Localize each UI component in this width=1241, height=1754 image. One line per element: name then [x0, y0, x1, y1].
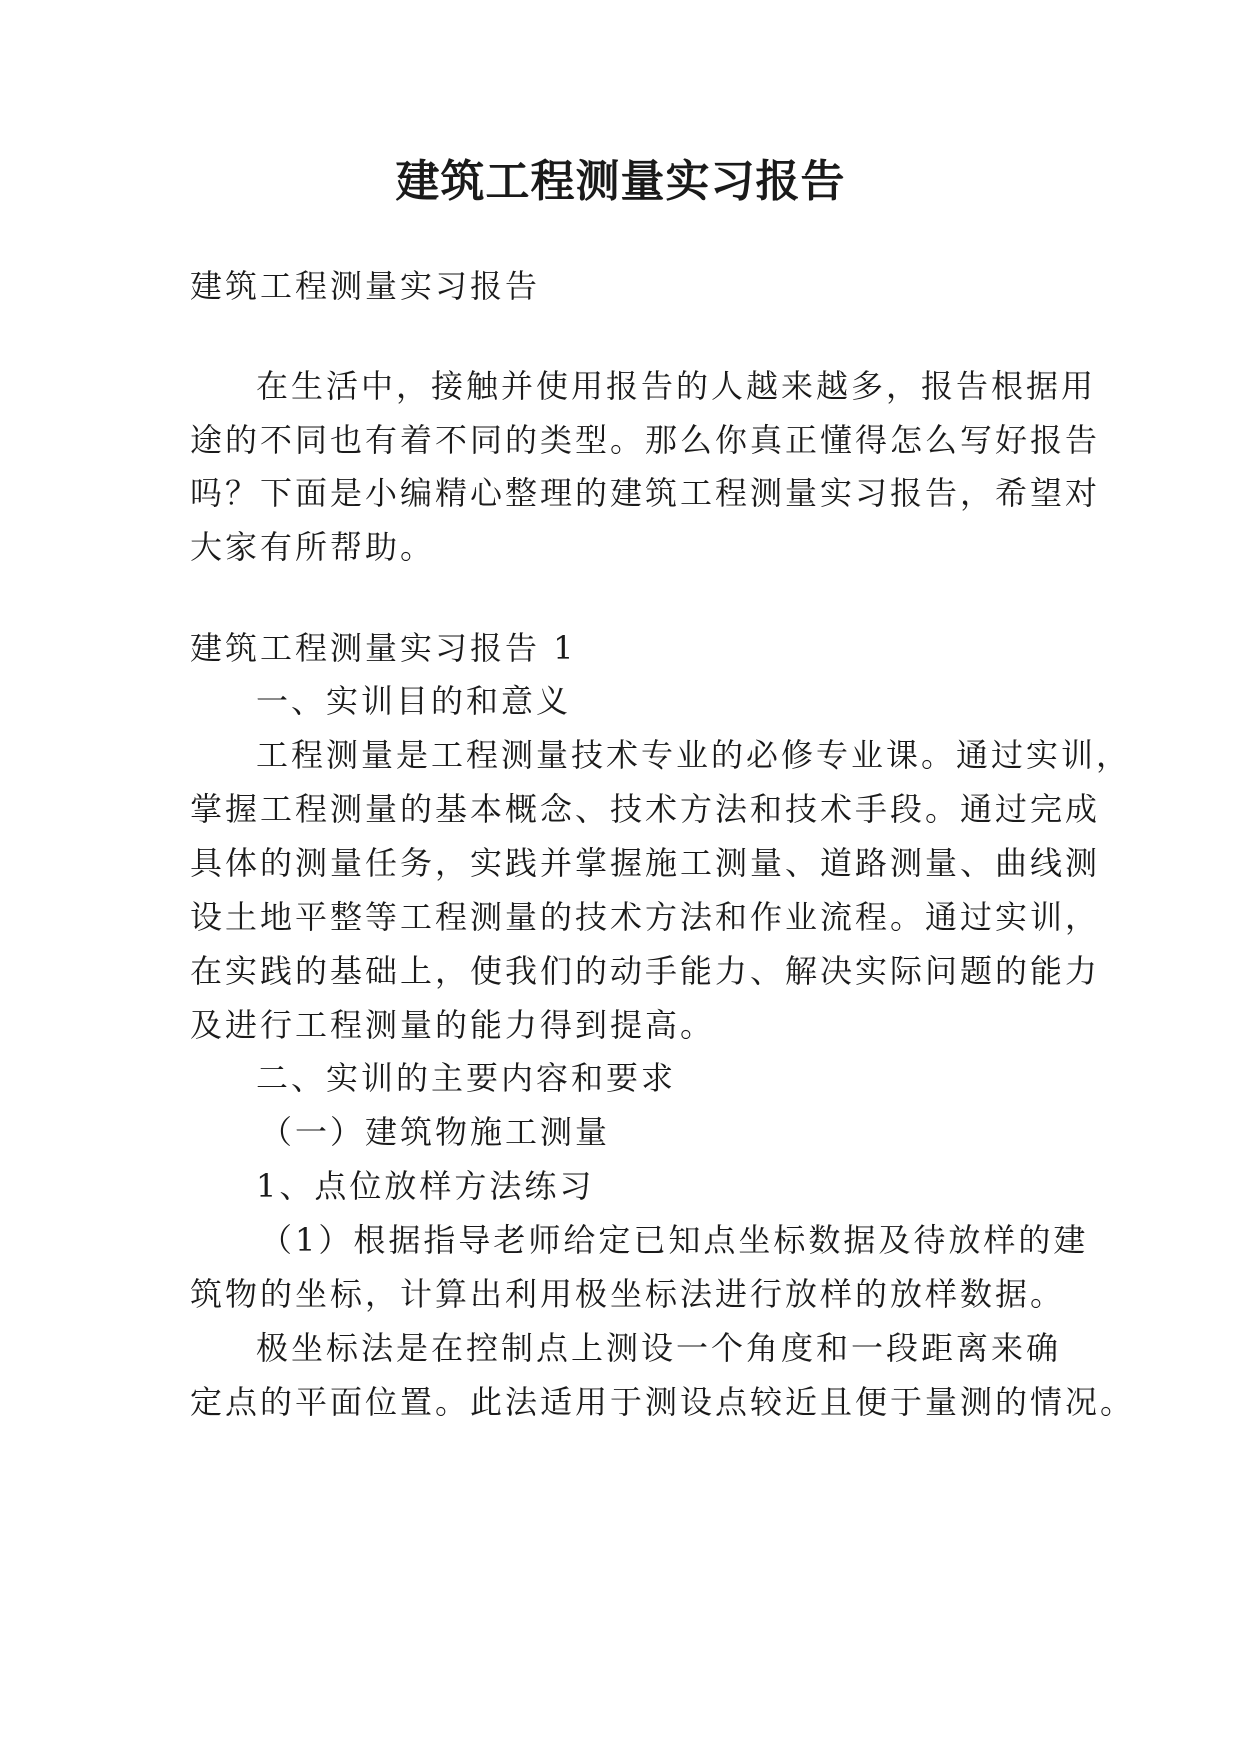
item1-line-3: 具体的测量任务，实践并掌握施工测量、道路测量、曲线测: [190, 844, 1101, 882]
section-heading: 建筑工程测量实习报告 1: [190, 629, 577, 667]
item1-line-1: 工程测量是工程测量技术专业的必修专业课。通过实训，: [256, 736, 1132, 774]
intro-line-3: 吗？下面是小编精心整理的建筑工程测量实习报告，希望对: [190, 474, 1101, 512]
intro-line-1: 在生活中，接触并使用报告的人越来越多，报告根据用: [256, 367, 1097, 405]
document-subtitle: 建筑工程测量实习报告: [190, 267, 541, 305]
item1-line-2: 掌握工程测量的基本概念、技术方法和技术手段。通过完成: [190, 790, 1101, 828]
polar-line-1: 极坐标法是在控制点上测设一个角度和一段距离来确: [256, 1329, 1062, 1367]
item2-heading: 二、实训的主要内容和要求: [256, 1059, 677, 1097]
point1-line-1: （1）根据指导老师给定已知点坐标数据及待放样的建: [260, 1221, 1089, 1259]
item1-heading: 一、实训目的和意义: [256, 682, 572, 720]
item1-line-5: 在实践的基础上，使我们的动手能力、解决实际问题的能力: [190, 952, 1101, 990]
intro-line-2: 途的不同也有着不同的类型。那么你真正懂得怎么写好报告: [190, 421, 1101, 459]
sub1-item: 1、点位放样方法练习: [256, 1167, 595, 1205]
sub1-heading: （一）建筑物施工测量: [260, 1113, 611, 1151]
document-title: 建筑工程测量实习报告: [395, 156, 846, 207]
intro-line-4: 大家有所帮助。: [190, 528, 436, 566]
item1-line-6: 及进行工程测量的能力得到提高。: [190, 1006, 716, 1044]
item1-line-4: 设土地平整等工程测量的技术方法和作业流程。通过实训，: [190, 898, 1101, 936]
point1-line-2: 筑物的坐标，计算出利用极坐标法进行放样的放样数据。: [190, 1275, 1066, 1313]
polar-line-2: 定点的平面位置。此法适用于测设点较近且便于量测的情况。: [190, 1383, 1136, 1421]
